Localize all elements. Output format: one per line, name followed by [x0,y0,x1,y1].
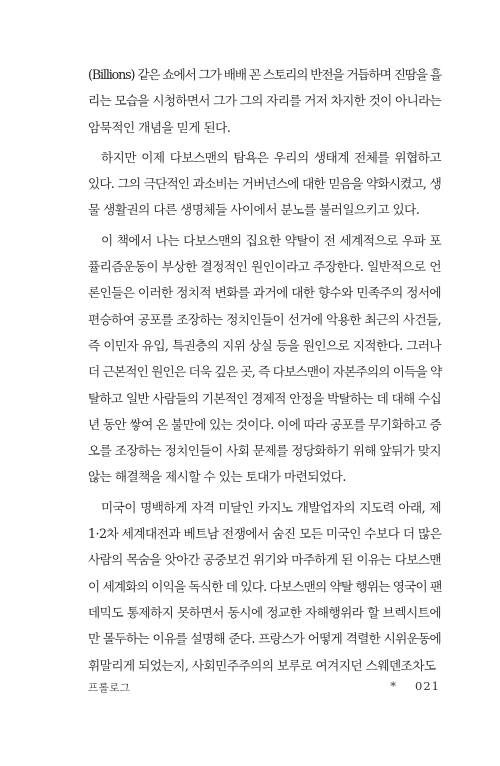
text-line: 휘말리게 되었는지, 사회민주주의의 보루로 여겨지던 스웨덴조차도 [88,657,436,673]
text-line: 즉 이민자 유입, 특권층의 지위 상실 등을 원인으로 지적한다. 그러나 [88,337,441,353]
text-line: 하지만 이제 다보스맨의 탐욕은 우리의 생태계 전체를 위협하고 [101,149,441,165]
text-line: 년 동안 쌓여 온 불만에 있는 것이다. 이에 따라 공포를 무기화하고 증 [88,416,442,432]
text-line: 탈하고 일반 사람들의 기본적인 경제적 안정을 박탈하는 데 대해 수십 [88,390,441,406]
footer-marker: * [390,679,398,693]
text-line: 오를 조장하는 정치인들이 사회 문제를 정당화하기 위해 앞뒤가 맞지 [88,443,441,459]
running-footer-section: 프롤로그 [88,682,131,694]
paragraph [88,228,441,491]
running-footer-page [390,679,440,693]
text-line: (Billions) 같은 쇼에서 그가 배배 꼰 스토리의 반전을 거듭하며 진땀을 흘 [88,67,441,82]
text-line: 사람의 목숨을 앗아간 공중보건 위기와 마주하게 된 이유는 다보스맨 [88,552,441,568]
text-line: 물 생활권의 다른 생명체들 사이에서 분노를 불러일으키고 있다. [88,202,420,218]
text-line: 더 근본적인 원인은 더욱 깊은 곳, 즉 다보스맨이 자본주의의 이득을 약 [88,364,442,380]
text-line: 않는 해결책을 제시할 수 있는 토대가 마련되었다. [88,469,346,485]
body-text [88,62,441,679]
text-line: 퓰리즘운동이 부상한 결정적인 원인이라고 주장한다. 일반적으로 언 [88,259,441,275]
text-line: 리는 모습을 시청하면서 그가 그의 자리를 거저 차지한 것이 아니라는 [88,93,441,109]
text-line: 미국이 명백하게 자격 미달인 카지노 개발업자의 지도력 아래, 제 [101,499,441,515]
paragraph [88,145,441,224]
text-line: 이 세계화의 이익을 독식한 데 있다. 다보스맨의 약탈 행위는 영국이 팬 [88,578,442,594]
text-line: 만 몰두하는 이유를 설명해 준다. 프랑스가 어떻게 격렬한 시위운동에 [88,631,441,647]
text-line: 1·2차 세계대전과 베트남 전쟁에서 숨진 모든 미국인 수보다 더 많은 [88,526,442,542]
paragraph [88,495,441,679]
text-line: 데믹도 통제하지 못하면서 동시에 정교한 자해행위라 할 브렉시트에 [88,604,441,620]
text-line: 편승하여 공포를 조장하는 정치인들이 선거에 악용한 최근의 사건들, [88,311,441,327]
text-line: 암묵적인 개념을 믿게 된다. [88,119,231,135]
text-line: 론인들은 이러한 정치적 변화를 과거에 대한 향수와 민족주의 정서에 [88,285,441,301]
paragraph [88,62,441,141]
text-line: 이 책에서 나는 다보스맨의 집요한 약탈이 전 세계적으로 우파 포 [101,232,441,248]
page-number: 021 [415,679,440,693]
text-line: 있다. 그의 극단적인 과소비는 거버넌스에 대한 믿음을 약화시켰고, 생 [88,176,441,192]
